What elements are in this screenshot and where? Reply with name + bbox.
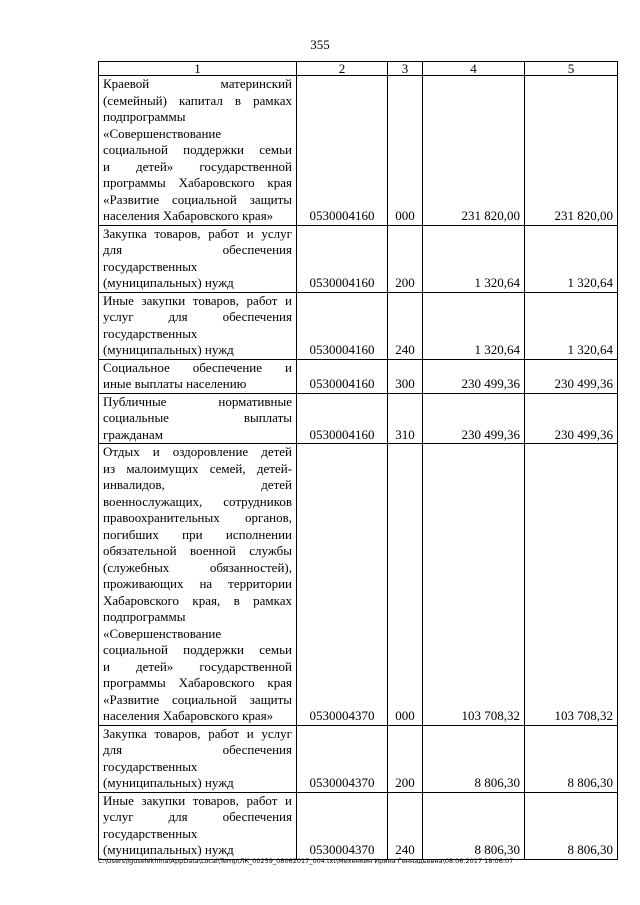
row-name-line: «Совершенствование — [103, 625, 222, 641]
table-row — [99, 444, 618, 726]
row-code-cell: 0530004160 — [297, 292, 388, 359]
row-amount1-cell: 8 806,30 — [423, 792, 525, 859]
table-row — [99, 292, 618, 359]
row-code-cell: 0530004370 — [297, 444, 388, 726]
row-name-line: «Развитие социальной защиты — [103, 191, 292, 207]
column-header-3: 3 — [388, 62, 423, 76]
row-name-line: населения Хабаровского края» — [103, 708, 274, 723]
row-name-line: (семейный) капитал в рамках — [103, 92, 292, 108]
row-name-line: государственных — [103, 825, 198, 841]
row-type-cell: 310 — [388, 393, 423, 444]
table-row — [99, 792, 618, 859]
footer-file-path: C:\Users\iguselekhina\AppData\Local\Temp\ЛК_00259_08062017_004.txt\Мехенкин Ирина Геннадьевна\08.06.2017 18:06:07 — [98, 857, 514, 865]
row-name-line: для обеспечения — [103, 242, 292, 257]
row-code-cell: 0530004160 — [297, 225, 388, 292]
row-code-cell: 0530004160 — [297, 359, 388, 393]
row-name-line: Закупка товаров, работ и услуг — [103, 225, 292, 241]
row-amount2-cell: 8 806,30 — [525, 792, 618, 859]
row-name-line: (муниципальных) нужд — [103, 275, 234, 290]
row-name-cell — [99, 76, 297, 226]
row-type-cell: 000 — [388, 444, 423, 726]
row-name-cell — [99, 359, 297, 393]
row-amount1-cell: 1 320,64 — [423, 292, 525, 359]
row-name-line: Краевой материнский — [103, 76, 292, 91]
row-amount2-cell: 230 499,36 — [525, 393, 618, 444]
row-name-line: инвалидов, детей — [103, 477, 292, 492]
row-amount1-cell: 103 708,32 — [423, 444, 525, 726]
row-name-cell — [99, 292, 297, 359]
row-name-line: (муниципальных) нужд — [103, 775, 234, 790]
row-amount1-cell: 230 499,36 — [423, 359, 525, 393]
row-amount2-cell: 1 320,64 — [525, 292, 618, 359]
row-name-cell — [99, 792, 297, 859]
row-name-line: социальные выплаты — [103, 410, 292, 425]
row-name-line: и детей» государственной — [103, 158, 292, 174]
row-code-cell: 0530004160 — [297, 393, 388, 444]
header-row — [99, 62, 618, 76]
column-header-5: 5 — [525, 62, 618, 76]
row-amount2-cell: 103 708,32 — [525, 444, 618, 726]
row-name-line: подпрограммы — [103, 609, 186, 624]
row-name-line: программы Хабаровского края — [103, 675, 292, 690]
row-name-line: (муниципальных) нужд — [103, 842, 234, 857]
table-row — [99, 359, 618, 393]
row-name-line: Публичные нормативные — [103, 393, 292, 409]
row-name-line: для обеспечения — [103, 742, 292, 757]
row-name-line: Иные закупки товаров, работ и — [103, 292, 292, 308]
row-name-line: Отдых и оздоровление детей — [103, 444, 292, 459]
row-name-line: (служебных обязанностей), — [103, 559, 292, 575]
row-name-line: Закупка товаров, работ и услуг — [103, 725, 292, 741]
row-name-line: правоохранительных органов, — [103, 510, 292, 525]
row-name-line: проживающих на территории — [103, 576, 292, 591]
row-code-cell: 0530004370 — [297, 792, 388, 859]
row-name-line: государственных — [103, 758, 198, 774]
row-name-line: услуг для обеспечения — [103, 309, 292, 324]
row-name-line: Иные закупки товаров, работ и — [103, 792, 292, 808]
column-header-4: 4 — [423, 62, 525, 76]
row-amount1-cell: 230 499,36 — [423, 393, 525, 444]
row-amount2-cell: 230 499,36 — [525, 359, 618, 393]
table-row — [99, 725, 618, 792]
row-amount1-cell: 1 320,64 — [423, 225, 525, 292]
column-header-1: 1 — [99, 62, 297, 76]
row-code-cell: 0530004160 — [297, 76, 388, 226]
row-name-line: погибших при исполнении — [103, 526, 292, 542]
row-type-cell: 200 — [388, 225, 423, 292]
row-name-line: государственных — [103, 258, 198, 274]
table-row — [99, 225, 618, 292]
row-name-line: социальной поддержки семьи — [103, 642, 292, 657]
row-name-line: программы Хабаровского края — [103, 175, 292, 190]
row-name-line: населения Хабаровского края» — [103, 208, 274, 223]
row-amount2-cell: 231 820,00 — [525, 76, 618, 226]
row-amount2-cell: 1 320,64 — [525, 225, 618, 292]
row-name-line: Хабаровского края, в рамках — [103, 592, 292, 608]
row-amount2-cell: 8 806,30 — [525, 725, 618, 792]
row-name-cell — [99, 393, 297, 444]
row-type-cell: 240 — [388, 792, 423, 859]
row-name-cell — [99, 225, 297, 292]
column-header-2: 2 — [297, 62, 388, 76]
row-name-line: гражданам — [103, 426, 163, 442]
row-name-line: подпрограммы — [103, 109, 186, 124]
table-body — [99, 76, 618, 860]
row-name-line: «Совершенствование — [103, 125, 222, 141]
row-code-cell: 0530004370 — [297, 725, 388, 792]
row-name-line: (муниципальных) нужд — [103, 342, 234, 357]
row-name-line: иные выплаты населению — [103, 376, 247, 391]
row-type-cell: 000 — [388, 76, 423, 226]
row-name-line: обязательной военной службы — [103, 543, 292, 558]
row-name-line: Социальное обеспечение и — [103, 359, 292, 375]
row-name-line: «Развитие социальной защиты — [103, 691, 292, 707]
table-row — [99, 393, 618, 444]
row-type-cell: 200 — [388, 725, 423, 792]
row-name-line: услуг для обеспечения — [103, 809, 292, 824]
row-name-line: из малоимущих семей, детей- — [103, 460, 292, 476]
row-name-line: военнослужащих, сотрудников — [103, 493, 292, 509]
row-name-line: социальной поддержки семьи — [103, 142, 292, 157]
row-type-cell: 300 — [388, 359, 423, 393]
row-name-line: государственных — [103, 325, 198, 341]
row-name-cell — [99, 444, 297, 726]
row-amount1-cell: 231 820,00 — [423, 76, 525, 226]
table-row — [99, 76, 618, 226]
row-name-line: и детей» государственной — [103, 658, 292, 674]
page-number: 355 — [310, 37, 330, 52]
row-amount1-cell: 8 806,30 — [423, 725, 525, 792]
budget-table — [98, 61, 618, 860]
row-type-cell: 240 — [388, 292, 423, 359]
row-name-cell — [99, 725, 297, 792]
